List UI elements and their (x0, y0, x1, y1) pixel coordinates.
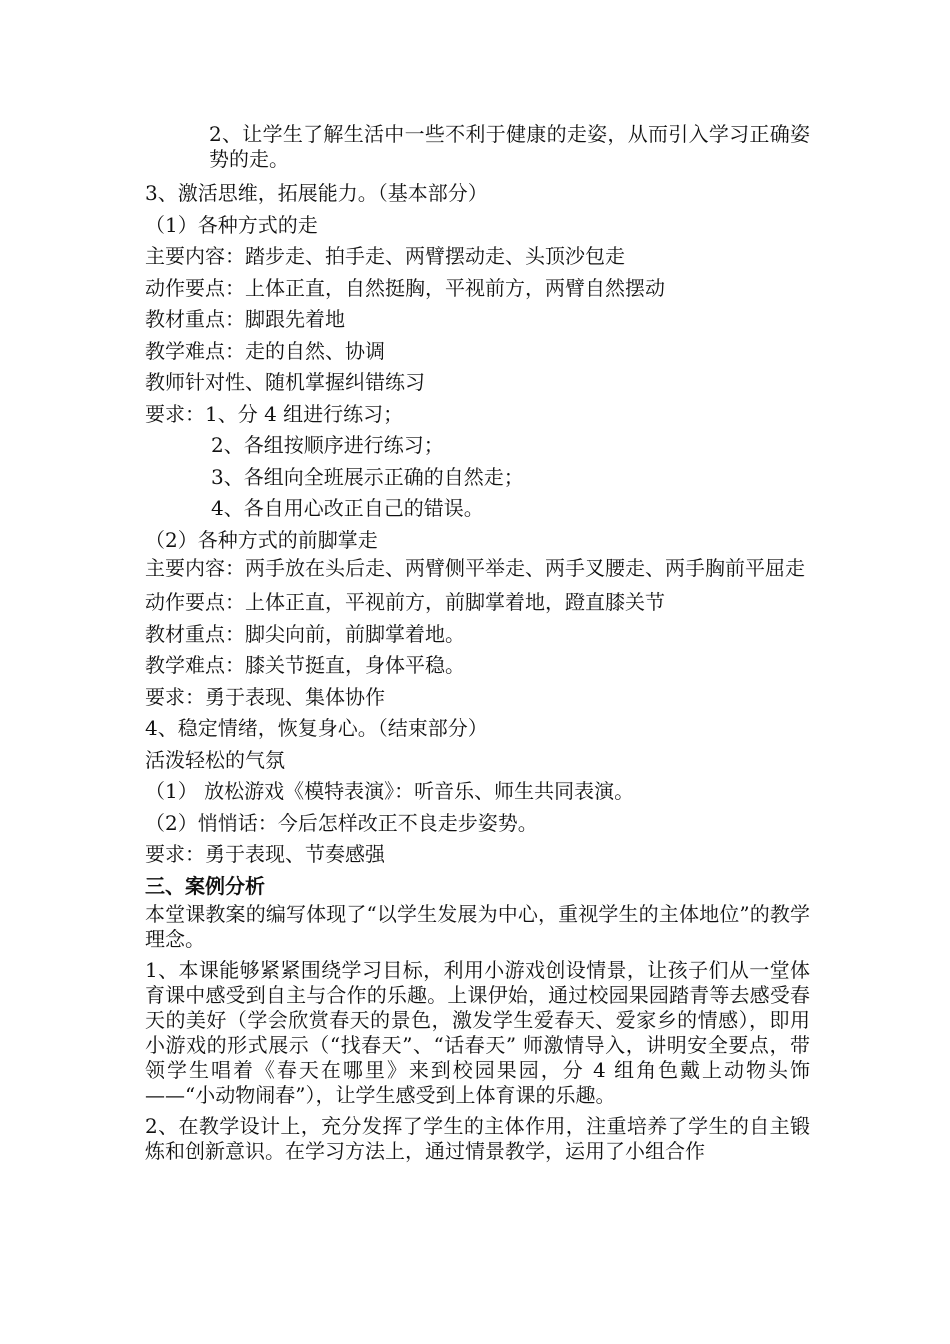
text-line: 主要内容：两手放在头后走、两臂侧平举走、两手叉腰走、两手胸前平屈走 (145, 556, 805, 580)
text-line: 要求：勇于表现、节奏感强 (145, 842, 385, 866)
text-line: 2、在教学设计上，充分发挥了学生的主体作用，注重培养了学生的自主锻炼和创新意识。在学习方法上，通过情景教学，运用了小组合作 (145, 1114, 810, 1163)
document-body (145, 122, 810, 1170)
text-line: 4、稳定情绪，恢复身心。（结束部分） (145, 716, 488, 740)
text-line: 教学难点：走的自然、协调 (145, 338, 385, 363)
text-line: 1、本课能够紧紧围绕学习目标，利用小游戏创设情景，让孩子们从一堂体育课中感受到自主与合作的乐趣。上课伊始，通过校园果园踏青等去感受春天的美好（学会欣赏春天的景色，激发学生爱春天、爱家乡的情感），即用小游戏的形式展示（“找春天”、“话春天” 师激情导入，讲明安全要点，带领学生唱着《春天在哪里》来到校园果园，分 4 组角色戴上动物头饰——“小动物闹春”），让学生感受到上体育课的乐趣。 (145, 958, 810, 1107)
text-line: 教学难点：膝关节挺直，身体平稳。 (145, 653, 465, 677)
text-line: 要求：1、分 4 组进行练习； (145, 401, 404, 426)
text-line: 教师针对性、随机掌握纠错练习 (145, 370, 425, 394)
text-line: （1） 放松游戏《模特表演》：听音乐、师生共同表演。 (145, 779, 635, 803)
text-line: 教材重点：脚跟先着地 (145, 307, 345, 331)
text-line: （1）各种方式的走 (145, 212, 318, 237)
text-line: 要求：勇于表现、集体协作 (145, 684, 385, 709)
text-line: 2、各组按顺序进行练习； (211, 433, 444, 457)
text-line: （2）悄悄话：今后怎样改正不良走步姿势。 (145, 810, 538, 835)
text-line: 活泼轻松的气氛 (145, 747, 285, 772)
text-line: 动作要点：上体正直，自然挺胸，平视前方，两臂自然摆动 (145, 275, 665, 300)
text-line: 主要内容：踏步走、拍手走、两臂摆动走、头顶沙包走 (145, 244, 625, 268)
text-line: 3、激活思维，拓展能力。（基本部分） (145, 181, 488, 205)
text-line: 2、让学生了解生活中一些不利于健康的走姿，从而引入学习正确姿势的走。 (209, 122, 810, 171)
text-line: 3、各组向全班展示正确的自然走； (211, 464, 524, 489)
section-heading: 三、案例分析 (145, 873, 265, 898)
text-line: 动作要点：上体正直，平视前方，前脚掌着地，蹬直膝关节 (145, 590, 665, 614)
text-line: 本堂课教案的编写体现了“以学生发展为中心，重视学生的主体地位”的教学理念。 (145, 902, 810, 951)
text-line: （2）各种方式的前脚掌走 (145, 527, 378, 552)
text-line: 教材重点：脚尖向前，前脚掌着地。 (145, 621, 465, 646)
text-line: 4、各自用心改正自己的错误。 (211, 496, 484, 520)
